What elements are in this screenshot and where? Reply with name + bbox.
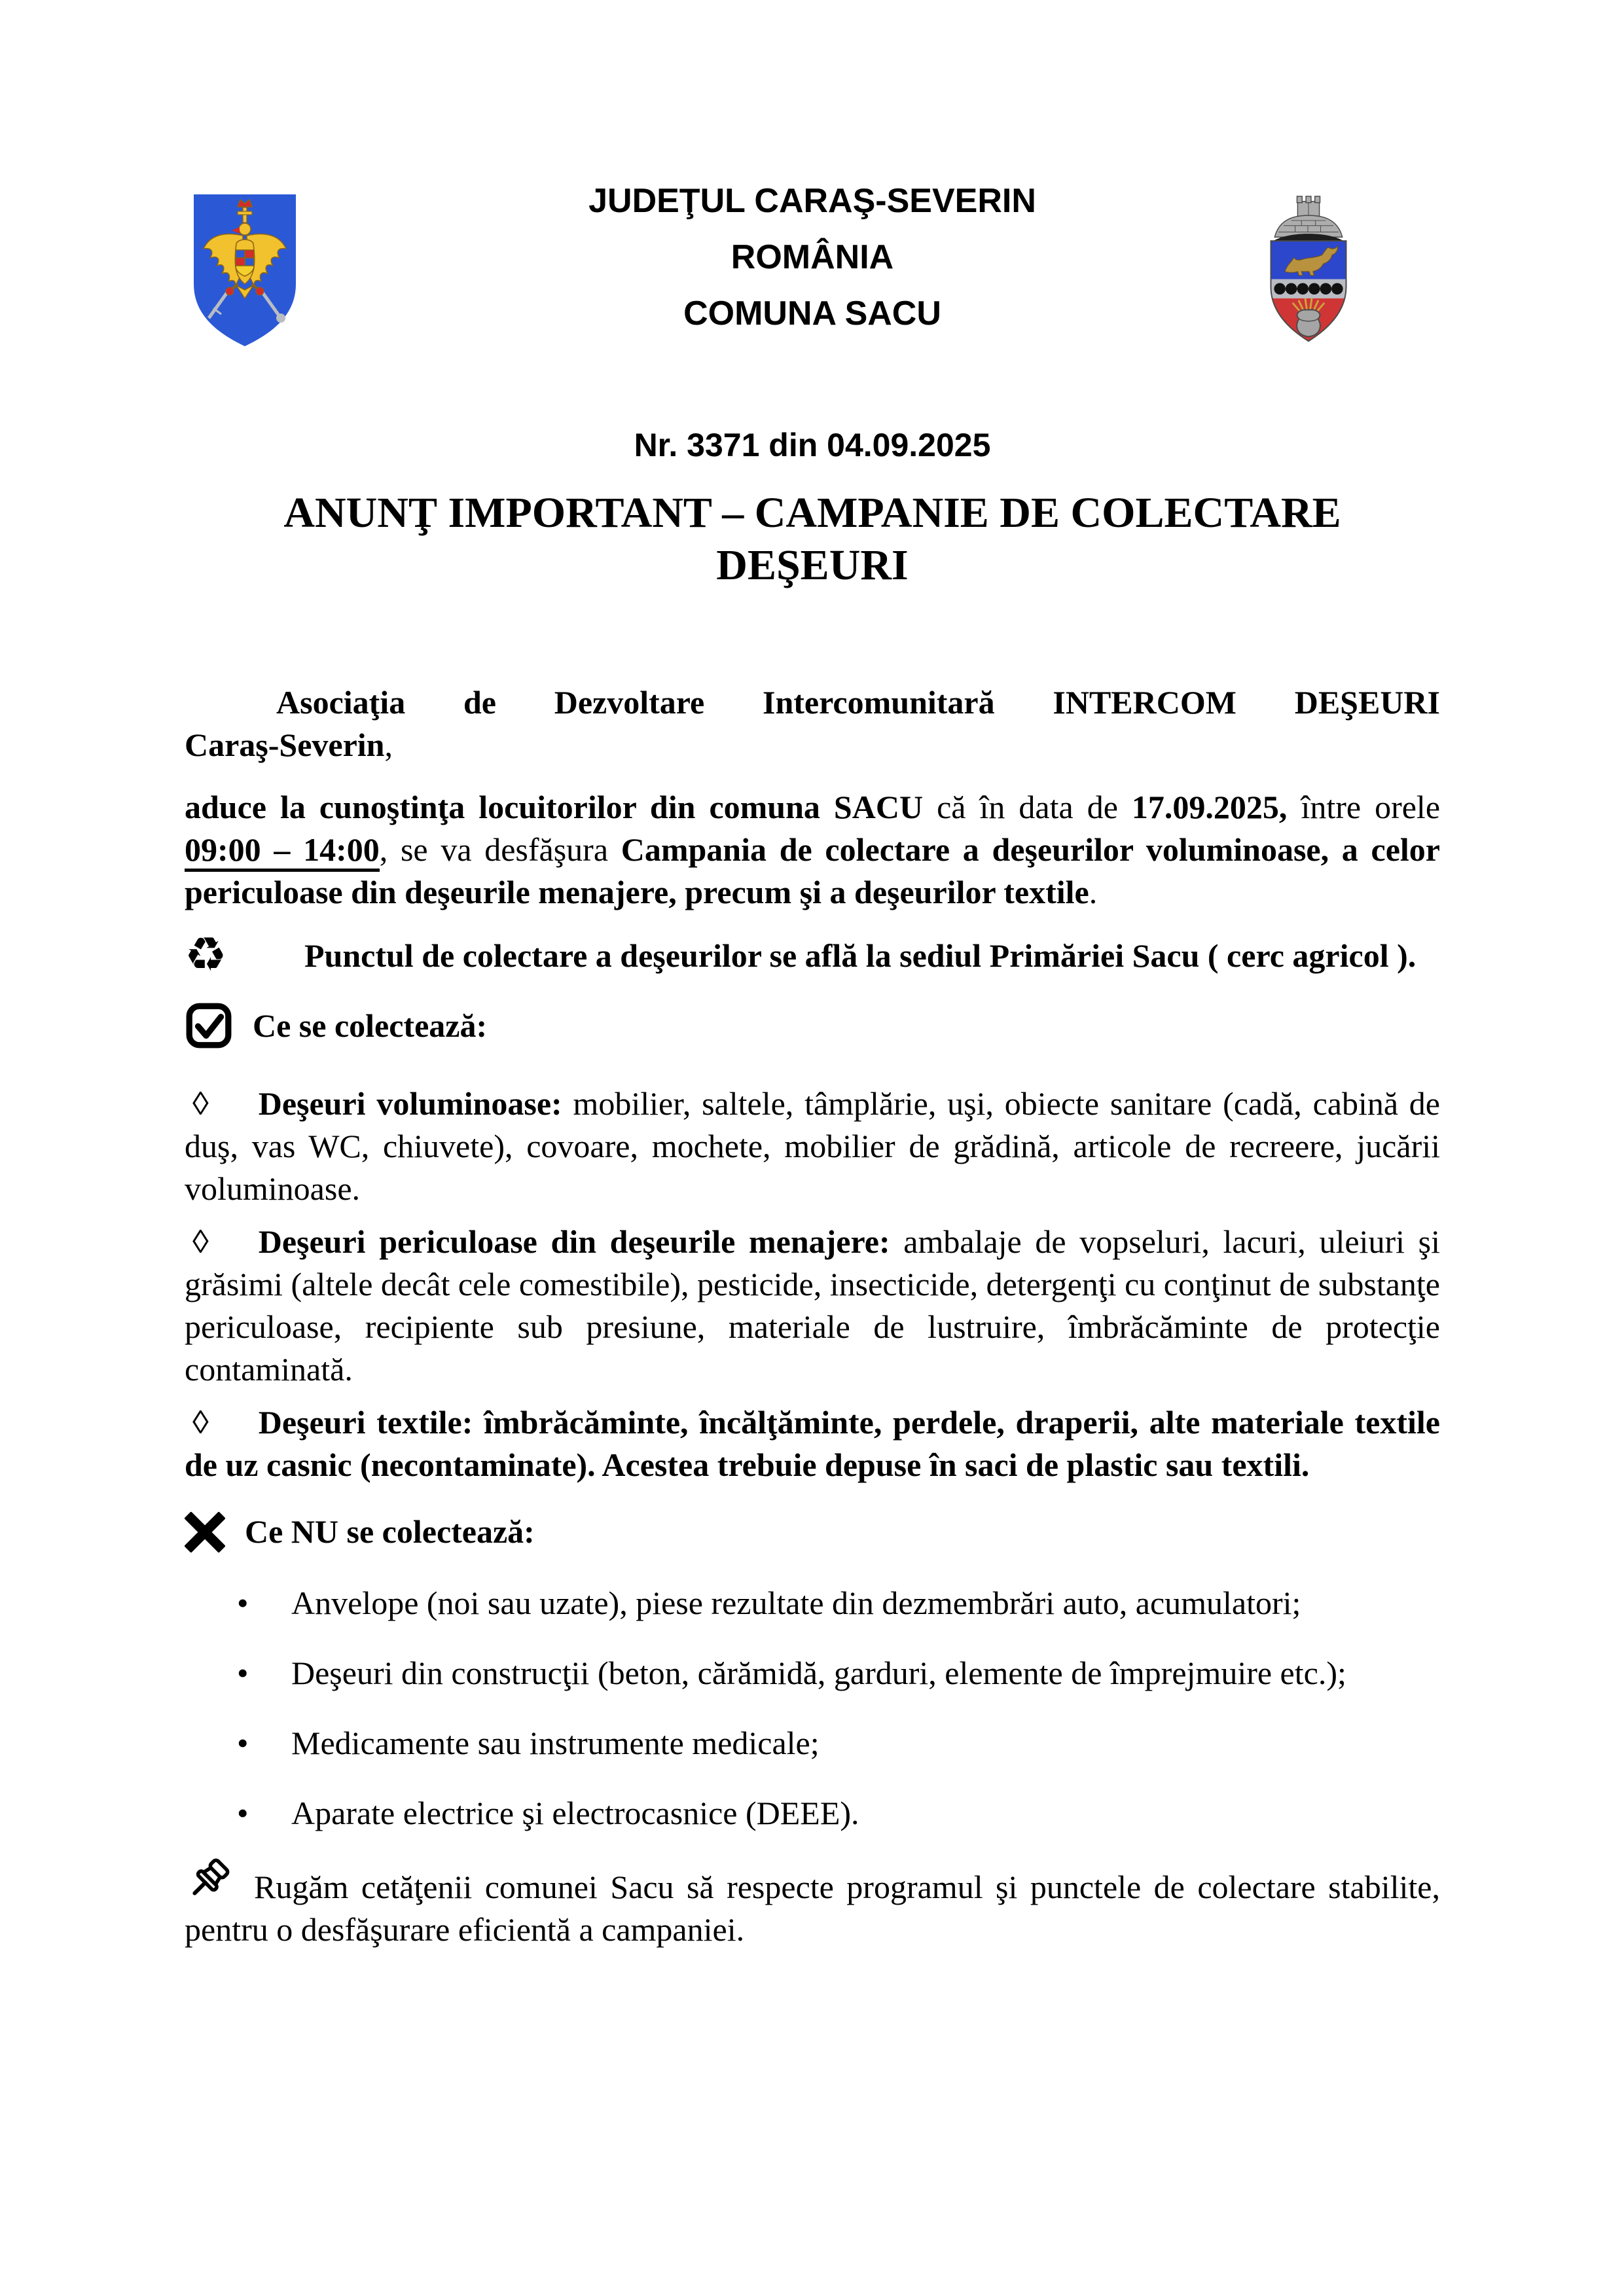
text-run: , xyxy=(384,726,393,763)
dot-bullet: • xyxy=(237,1795,249,1831)
diamond-item xyxy=(185,1401,1440,1486)
dot-bullet: • xyxy=(237,1585,249,1621)
bullet-item xyxy=(185,1722,1440,1765)
text-run: . xyxy=(1089,874,1098,910)
checkbox-checked-icon xyxy=(185,1001,233,1050)
text-run: aduce la cunoştinţa locuitorilor din comuna SACU xyxy=(185,789,937,825)
diamond-bullet: ◊ xyxy=(192,1223,209,1260)
text-run: Asociaţia de Dezvoltare Intercomunitară INTERCOM DEŞEURI xyxy=(276,684,1440,721)
bullet-item xyxy=(185,1652,1440,1695)
text-run: , se va desfăşura xyxy=(379,831,621,868)
document-title: ANUNŢ IMPORTANT – CAMPANIE DE COLECTARE DEŞEURI xyxy=(283,489,1341,589)
text-run: Rugăm cetăţenii comunei Sacu să respecte programul şi punctele de colectare stabilite, pentru o desfăşurare eficientă a campaniei. xyxy=(185,1869,1440,1948)
text-run: Caraş-Severin xyxy=(185,726,385,763)
text-run: că în data de xyxy=(937,789,1132,825)
text-run: Ce se colectează: xyxy=(253,1007,488,1044)
text-run: Medicamente sau instrumente medicale; xyxy=(291,1725,820,1761)
dot-bullet: • xyxy=(237,1655,249,1691)
text-run: mobilier, saltele, tâmplărie, uşi, obiecte sanitare (cadă, cabină de duş, vas WC, chiuvete), covoare, mochete, mobilier de grădină, articole de recreere, jucării voluminoase. xyxy=(185,1085,1440,1207)
header-country: ROMÂNIA xyxy=(731,238,894,276)
text-run: îmbrăcăminte, încălţăminte, perdele, draperii, alte materiale textile de uz casnic (necontaminate). Acestea trebuie depuse în saci de plastic sau textili. xyxy=(185,1404,1440,1483)
text-run: Deşeuri periculoase din deşeurile menajere: xyxy=(258,1223,890,1260)
bullet-item xyxy=(185,1792,1440,1835)
header-commune: COMUNA SACU xyxy=(683,295,941,332)
line xyxy=(185,724,1440,766)
document-number: Nr. 3371 din 04.09.2025 xyxy=(634,427,991,463)
paragraph xyxy=(185,927,1440,982)
sacu-coat-of-arms xyxy=(1257,194,1360,349)
document-body xyxy=(185,681,1440,1951)
heading xyxy=(185,1001,1440,1050)
text-run: ambalaje de vopseluri, lacuri, uleiuri şi grăsimi (altele decât cele comestibile), pesticide, insecticide, detergenţi cu conţinut de substanţe periculoase, recipiente sub presiune, materiale de lustruire, îmbrăcăminte de protecţie contaminată. xyxy=(185,1223,1440,1388)
document-header xyxy=(185,173,1440,351)
pushpin-icon xyxy=(185,1867,237,1903)
diamond-item xyxy=(185,1221,1440,1391)
text-run: 17.09.2025, xyxy=(1131,789,1288,825)
text-run: Deşeuri voluminoase: xyxy=(258,1085,562,1122)
header-county: JUDEŢUL CARAŞ-SEVERIN xyxy=(588,182,1036,220)
romania-coat-of-arms xyxy=(192,192,298,351)
bullet-item xyxy=(185,1582,1440,1624)
heading-text xyxy=(253,1005,487,1047)
diamond-item xyxy=(185,1083,1440,1210)
diamond-bullet: ◊ xyxy=(192,1404,209,1441)
text-run: Deşeuri din construcţii (beton, cărămidă, garduri, elemente de împrejmuire etc.); xyxy=(291,1655,1346,1691)
paragraph xyxy=(185,786,1440,914)
paragraph xyxy=(185,1866,1440,1951)
text-run: Ce NU se colectează: xyxy=(245,1513,535,1550)
line-just xyxy=(185,681,1440,724)
text-run: Punctul de colectare a deşeurilor se află la sediul Primăriei Sacu ( cerc agricol ). xyxy=(304,937,1416,974)
text-run: Anvelope (noi sau uzate), piese rezultate din dezmembrări auto, acumulatori; xyxy=(291,1585,1301,1621)
dot-bullet: • xyxy=(237,1725,249,1761)
text-run: Deşeuri textile: xyxy=(258,1404,473,1441)
heading-text xyxy=(245,1511,535,1553)
heading xyxy=(185,1511,1440,1553)
text-run: între orele xyxy=(1287,789,1441,825)
text-run: Aparate electrice şi electrocasnice (DEEE). xyxy=(291,1795,859,1831)
text-run: 09:00 – 14:00 xyxy=(185,831,380,872)
x-mark-icon xyxy=(185,1512,225,1552)
text-run: Campania de colectare a deşeurilor voluminoase, a celor periculoase din deşeurile menajere, precum şi a deşeurilor textile xyxy=(185,831,1440,910)
diamond-bullet: ◊ xyxy=(192,1085,209,1122)
recycle-icon: ♻ xyxy=(185,927,227,982)
